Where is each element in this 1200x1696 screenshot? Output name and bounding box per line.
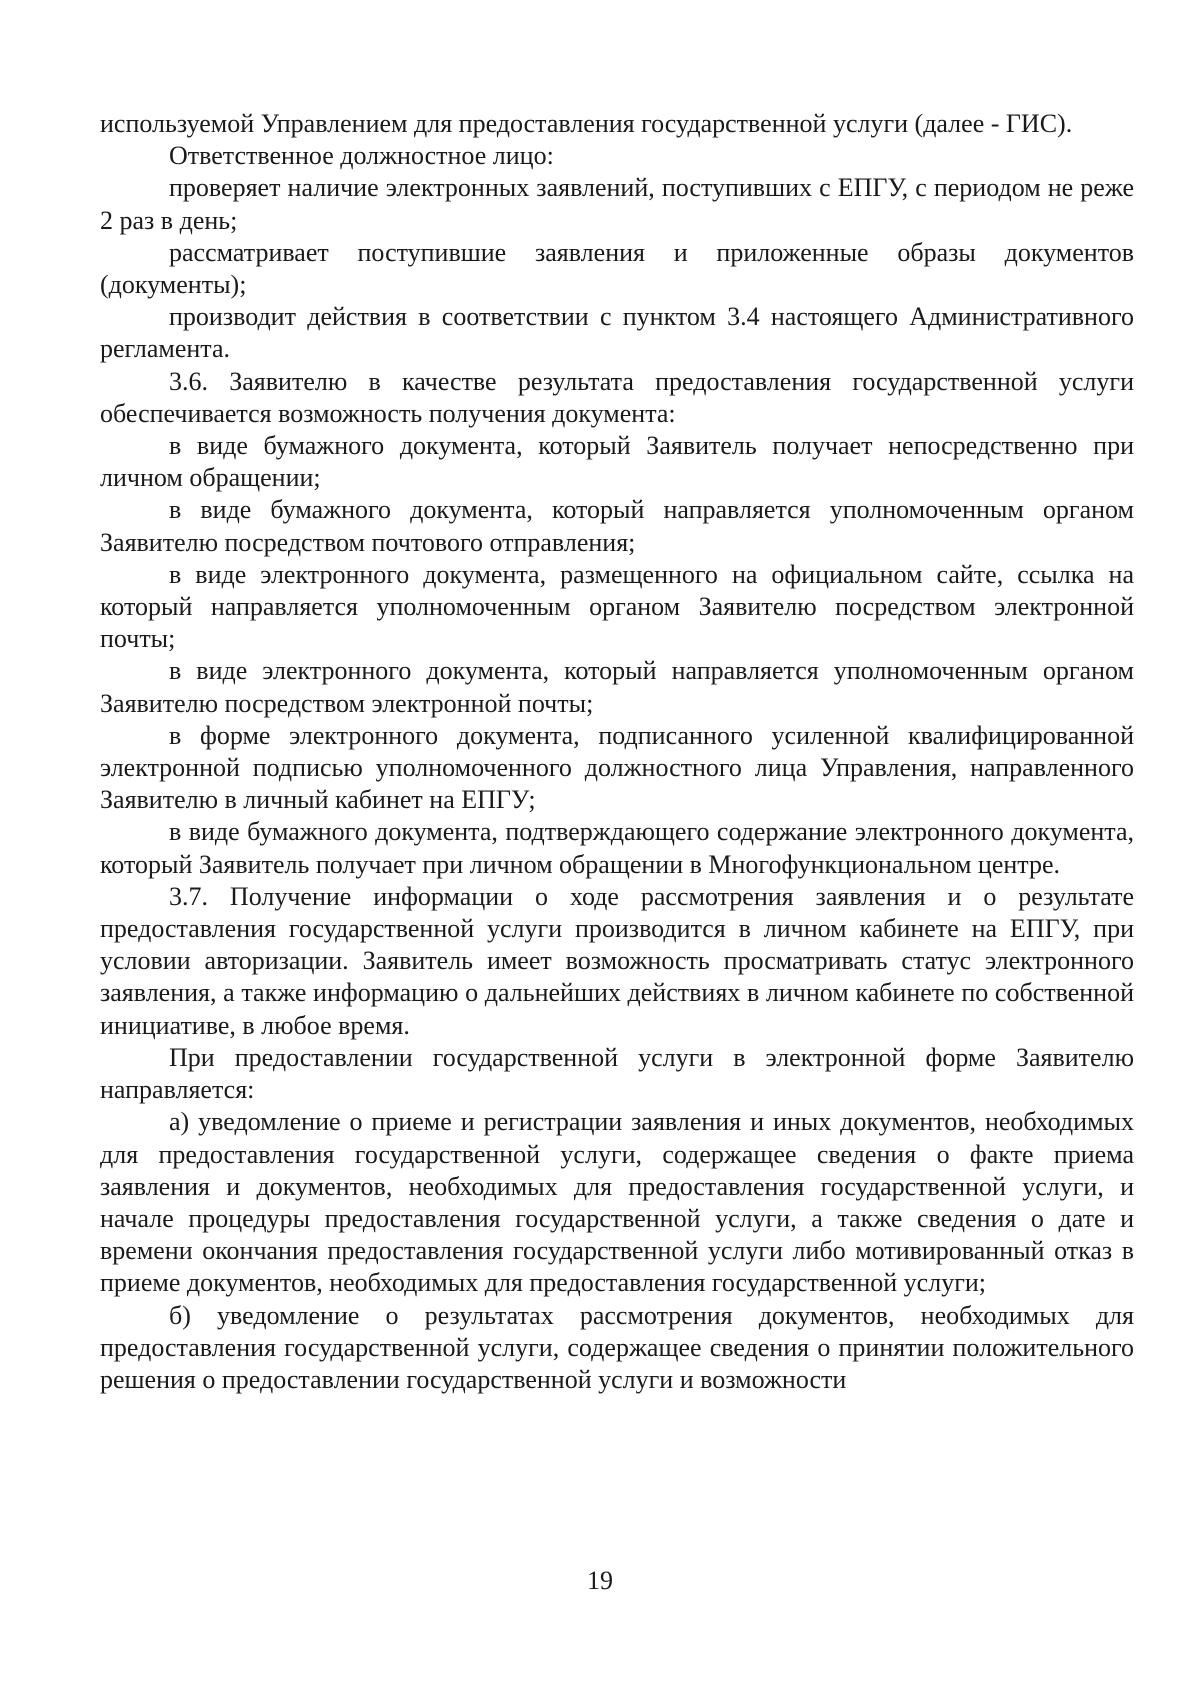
paragraph-responsible-official: Ответственное должностное лицо:	[169, 141, 554, 171]
paragraph-performs-actions: производит действия в соответствии с пунктом 3.4 настоящего Административного регламента.	[100, 302, 1134, 364]
paragraph-checks-applications: проверяет наличие электронных заявлений, поступивших с ЕПГУ, с периодом не реже 2 раз в день;	[100, 173, 1134, 235]
paragraph-electronic-site-link: в виде электронного документа, размещенного на официальном сайте, ссылка на который направляется уполномоченным органом Заявителю посредством электронной почты;	[100, 559, 1134, 654]
paragraph-electronic-by-email: в виде электронного документа, который направляется уполномоченным органом Заявителю посредством электронной почты;	[100, 656, 1134, 718]
paragraph-electronic-signed-epgu: в форме электронного документа, подписанного усиленной квалифицированной электронной подписью уполномоченного должностного лица Управления, направленного Заявителю в личный кабинет на ЕПГУ;	[100, 720, 1134, 815]
paragraph-section-3-6: 3.6. Заявителю в качестве результата предоставления государственной услуги обеспечивается возможность получения документа:	[100, 366, 1134, 428]
paragraph-electronic-form-sent: При предоставлении государственной услуги в электронной форме Заявителю направляется:	[100, 1042, 1134, 1105]
paragraph-reviews-applications: рассматривает поступившие заявления и приложенные образы документов (документы);	[100, 237, 1134, 300]
paragraph-paper-mfc: в виде бумажного документа, подтверждающего содержание электронного документа, который Заявитель получает при личном обращении в Многофункциональном центре.	[100, 817, 1134, 879]
document-body	[100, 108, 1134, 1396]
paragraph-section-3-7: 3.7. Получение информации о ходе рассмотрения заявления и о результате предоставления государственной услуги производится в личном кабинете на ЕПГУ, при условии авторизации. Заявитель имеет возможность просматривать статус электронного заявления, а также информацию о дальнейших действиях в личном кабинете по собственной инициативе, в любое время.	[100, 881, 1134, 1040]
page-number: 19	[587, 1566, 613, 1595]
paragraph-notice-a: а) уведомление о приеме и регистрации заявления и иных документов, необходимых для предоставления государственной услуги, содержащее сведения о факте приема заявления и документов, необходимых для предоставления государственной услуги, и начале процедуры предоставления государственной услуги, а также сведения о дате и времени окончания предоставления государственной услуги либо мотивированный отказ в приеме документов, необходимых для предоставления государственной услуги;	[100, 1107, 1134, 1298]
paragraph-notice-b: б) уведомление о результатах рассмотрения документов, необходимых для предоставления государственной услуги, содержащее сведения о принятии положительного решения о предоставлении государственной услуги и возможности	[100, 1300, 1134, 1394]
paragraph-paper-by-mail: в виде бумажного документа, который направляется уполномоченным органом Заявителю посредством почтового отправления;	[100, 495, 1134, 557]
paragraph-paper-in-person: в виде бумажного документа, который Заявитель получает непосредственно при личном обращении;	[100, 431, 1134, 493]
paragraph-gis-continuation: используемой Управлением для предоставления государственной услуги (далее - ГИС).	[100, 109, 1073, 138]
